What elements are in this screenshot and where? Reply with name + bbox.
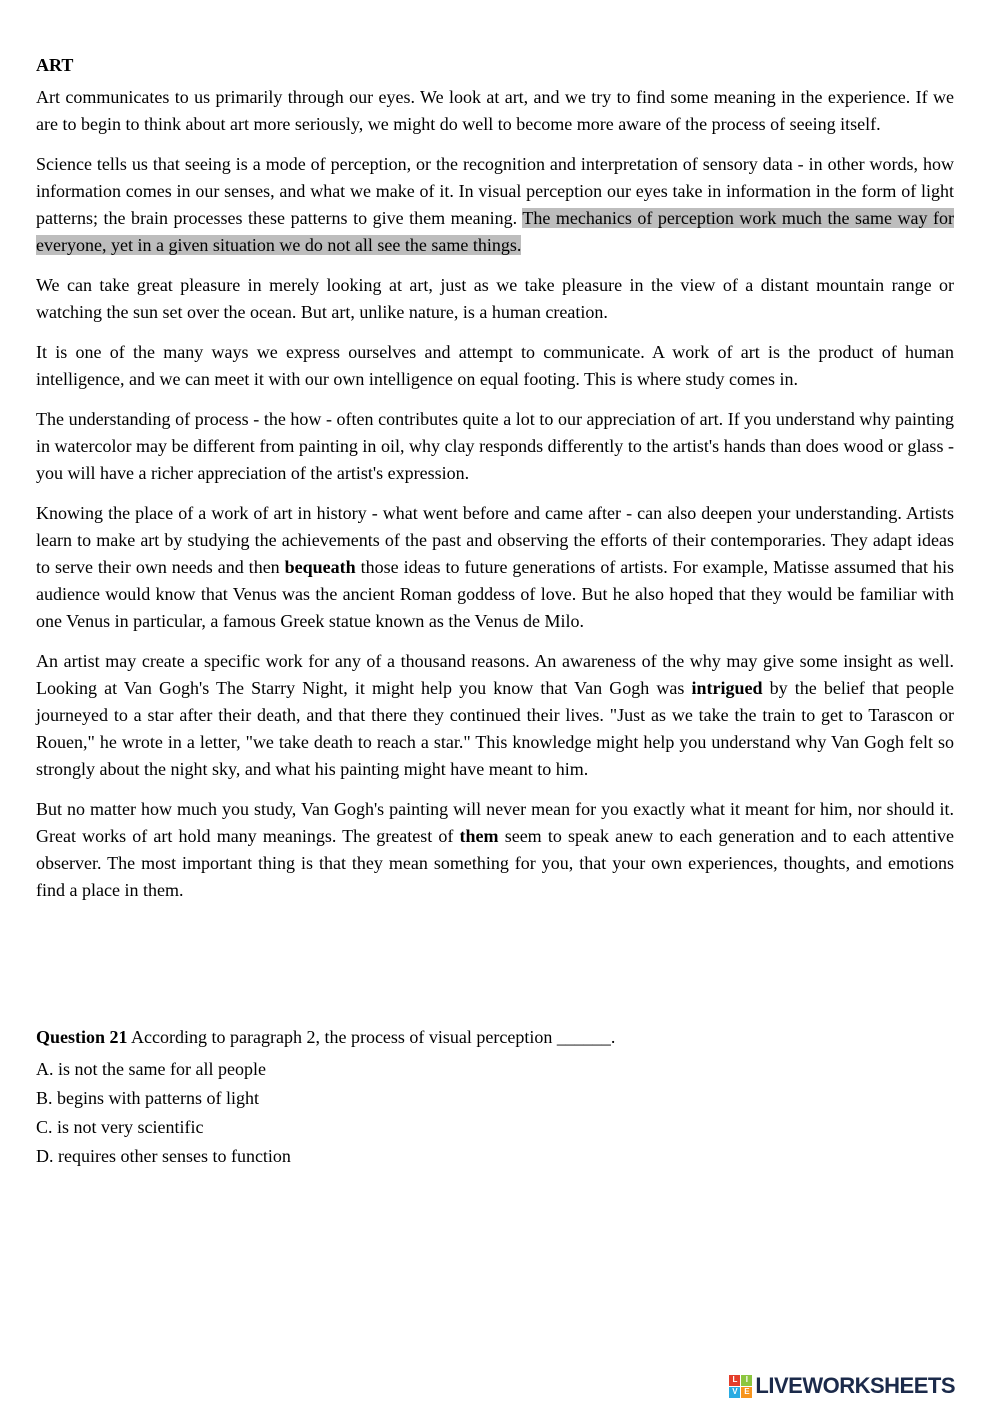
passage-text: Knowing the place of a work of art in history - what went before and came after - can also deepen your understanding. Artists learn to make art by studying the achievements of the past and observing the efforts of their contemporaries. They adapt ideas to serve their own needs and then [36,503,954,577]
passage-paragraph [36,500,954,635]
question-number: Question 21 [36,1027,128,1047]
question-block [36,1024,954,1171]
answer-option[interactable]: D. requires other senses to function [36,1146,291,1166]
passage-text: We can take great pleasure in merely looking at art, just as we take pleasure in the view of a distant mountain range or watching the sun set over the ocean. But art, unlike nature, is a human creation. [36,275,954,322]
logo-square: E [741,1387,752,1398]
answer-option[interactable]: B. begins with patterns of light [36,1088,259,1108]
passage-paragraph [36,84,954,138]
passage-text: An artist may create a specific work for any of a thousand reasons. An awareness of the why may give some insight as well. Looking at Van Gogh's The Starry Night, it might help you know that Van Gogh was [36,651,954,698]
logo-square: L [729,1375,740,1386]
bold-term: intrigued [691,678,763,698]
passage-paragraph [36,406,954,487]
logo-square: V [729,1387,740,1398]
passage-text: seem to speak anew to each generation and to each attentive observer. The most important thing is that they mean something for you, that your own experiences, thoughts, and emotions find a place in them. [36,826,954,900]
passage-text: Science tells us that seeing is a mode of perception, or the recognition and interpretation of sensory data - in other words, how information comes in our senses, and what we make of it. In visual perception our eyes take in information in the form of light patterns; the brain processes these patterns to give them meaning. [36,154,954,228]
answer-options-list [36,1055,954,1171]
passage-text: Art communicates to us primarily through our eyes. We look at art, and we try to find some meaning in the experience. If we are to begin to think about art more seriously, we might do well to become more aware of the process of seeing itself. [36,87,954,134]
passage-text: The understanding of process - the how - often contributes quite a lot to our appreciation of art. If you understand why painting in watercolor may be different from painting in oil, why clay responds differently to the artist's hands than does wood or glass - you will have a richer appreciation of the artist's expression. [36,409,954,483]
passage [36,84,954,904]
passage-paragraph [36,796,954,904]
answer-option[interactable]: A. is not the same for all people [36,1059,266,1079]
passage-text: those ideas to future generations of artists. For example, Matisse assumed that his audience would know that Venus was the ancient Roman goddess of love. But he also hoped that they would be familiar with one Venus in particular, a famous Greek statue known as the Venus de Milo. [36,557,954,631]
passage-text: by the belief that people journeyed to a star after their death, and that there they continued their lives. "Just as we take the train to get to Tarascon or Rouen," he wrote in a letter, "we take death to reach a star." This knowledge might help you understand why Van Gogh felt so strongly about the night sky, and what his painting might have meant to him. [36,678,954,779]
brand-name: LIVEWORKSHEETS [755,1373,955,1398]
passage-paragraph [36,648,954,783]
liveworksheets-logo-icon [729,1375,752,1398]
passage-text: It is one of the many ways we express ourselves and attempt to communicate. A work of art is the product of human intelligence, and we can meet it with our own intelligence on equal footing. This is where study comes in. [36,342,954,389]
question-text: According to paragraph 2, the process of visual perception ______. [131,1027,616,1047]
passage-paragraph [36,151,954,259]
bold-term: them [459,826,499,846]
passage-paragraph [36,272,954,326]
liveworksheets-footer-link[interactable] [729,1373,955,1399]
answer-option[interactable]: C. is not very scientific [36,1117,204,1137]
bold-term: bequeath [284,557,356,577]
passage-title: ART [36,55,74,75]
logo-square: I [741,1375,752,1386]
question-line [36,1024,954,1051]
passage-text: But no matter how much you study, Van Gogh's painting will never mean for you exactly what it meant for him, nor should it. Great works of art hold many meanings. The greatest of [36,799,954,846]
highlighted-sentence: The mechanics of perception work much the same way for everyone, yet in a given situation we do not all see the same things. [36,208,954,255]
passage-paragraph [36,339,954,393]
